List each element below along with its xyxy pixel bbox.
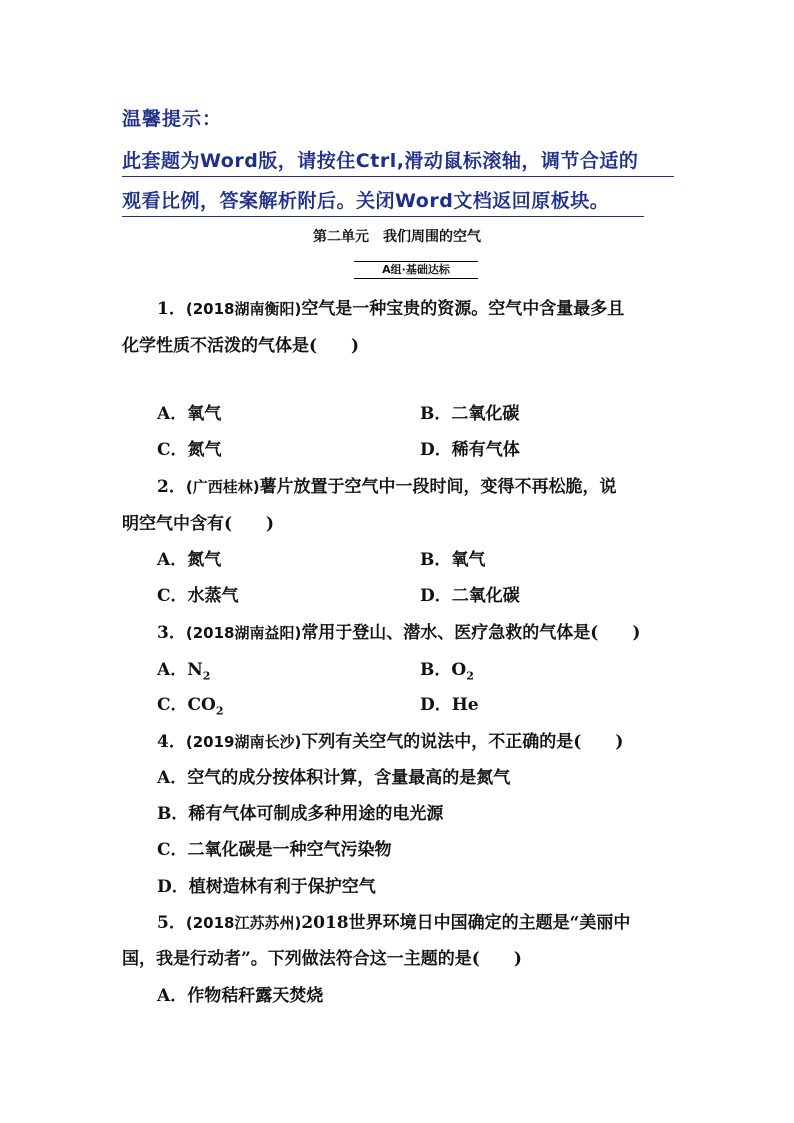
q4-option-c: C．二氧化碳是一种空气污染物	[157, 840, 392, 860]
formula-subscript: 2	[466, 669, 474, 683]
group-label: A组·基础达标	[354, 261, 478, 279]
formula: O	[451, 660, 467, 680]
unit-title: 第二单元 我们周围的空气	[313, 229, 481, 245]
question-2-line-1	[157, 472, 617, 497]
question-number: 5．	[157, 913, 186, 933]
question-text: 常用于登山、潜水、医疗急救的气体是( )	[301, 623, 641, 643]
q2-option-b: B．氧气	[420, 550, 486, 570]
question-source: (广西桂林)	[185, 478, 260, 496]
question-4-line-1	[157, 727, 623, 752]
tip-line-2: 观看比例，答案解析附后。关闭Word文档返回原板块。	[122, 186, 644, 217]
q1-option-c: C．氮气	[157, 440, 222, 460]
q1-option-a: A．氧气	[157, 404, 222, 424]
question-text: 空气是一种宝贵的资源。空气中含量最多且	[301, 299, 625, 319]
question-2-line-2: 明空气中含有( )	[122, 514, 275, 534]
q4-option-d: D．植树造林有利于保护空气	[157, 877, 376, 897]
question-text: 薯片放置于空气中一段时间，变得不再松脆，说	[259, 477, 617, 497]
q1-option-d: D．稀有气体	[420, 440, 520, 460]
formula: CO	[187, 695, 216, 715]
option-label: A．	[157, 660, 188, 680]
question-text: 2018世界环境日中国确定的主题是“美丽中	[301, 913, 631, 933]
formula-subscript: 2	[215, 704, 224, 718]
q3-option-c	[157, 690, 224, 717]
q4-option-b: B．稀有气体可制成多种用途的电光源	[157, 804, 444, 824]
question-3-line-1	[157, 618, 640, 643]
q3-option-b	[420, 655, 474, 682]
tip-heading: 温馨提示：	[122, 108, 223, 130]
tip-line-1: 此套题为Word版，请按住Ctrl,滑动鼠标滚轴，调节合适的	[122, 146, 674, 177]
question-source: (2018湖南衡阳)	[185, 300, 302, 318]
q2-option-d: D．二氧化碳	[420, 586, 520, 606]
option-label: C．	[157, 695, 188, 715]
question-number: 4．	[157, 732, 186, 752]
formula-subscript: 2	[202, 669, 211, 683]
question-5-line-2: 国，我是行动者”。下列做法符合这一主题的是( )	[122, 949, 522, 969]
q5-option-a: A．作物秸秆露天焚烧	[157, 986, 324, 1006]
q2-option-c: C．水蒸气	[157, 586, 239, 606]
q4-option-a: A．空气的成分按体积计算，含量最高的是氮气	[157, 768, 511, 788]
question-source: (2018湖南益阳)	[185, 624, 302, 642]
question-source: (2019湖南长沙)	[185, 733, 302, 751]
q1-option-b: B．二氧化碳	[420, 404, 520, 424]
question-5-line-1	[157, 908, 630, 933]
formula: N	[187, 660, 203, 680]
option-label: B．	[420, 660, 452, 680]
question-source: (2018江苏苏州)	[185, 914, 302, 932]
question-number: 1．	[157, 299, 186, 319]
question-text: 下列有关空气的说法中，不正确的是( )	[301, 732, 624, 752]
q3-option-a	[157, 655, 210, 682]
question-number: 2．	[157, 477, 186, 497]
question-number: 3．	[157, 623, 186, 643]
question-1-line-2: 化学性质不活泼的气体是( )	[122, 336, 360, 356]
question-1-line-1	[157, 294, 624, 319]
q2-option-a: A．氮气	[157, 550, 222, 570]
q3-option-d: D．He	[420, 695, 479, 715]
